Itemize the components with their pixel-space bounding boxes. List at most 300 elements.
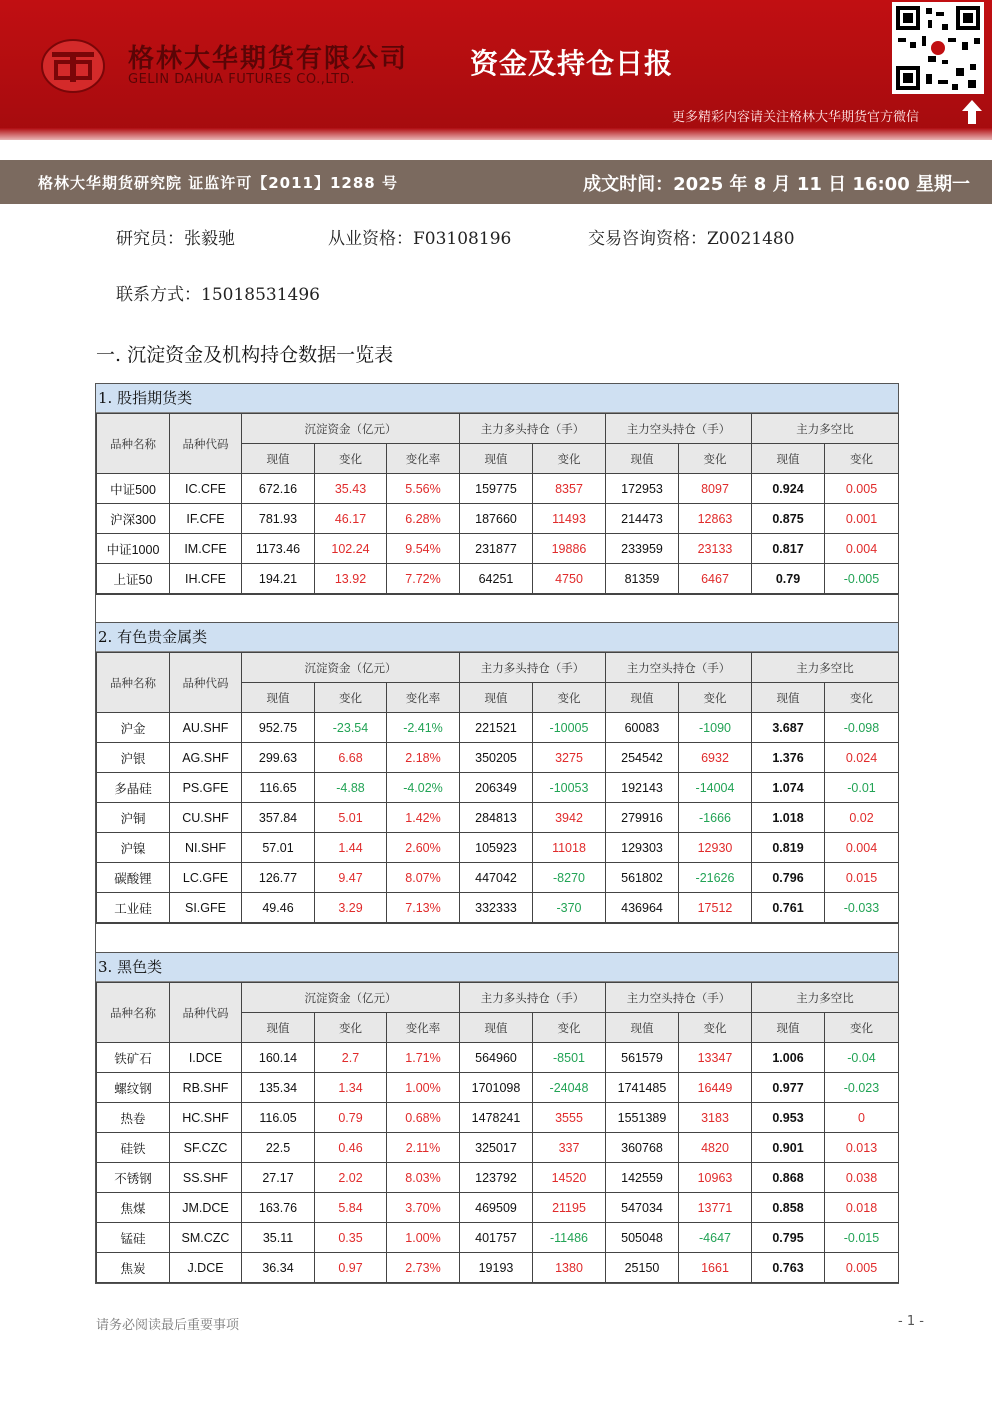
table-cell: 13771 bbox=[679, 1193, 752, 1223]
col-header-long: 主力多头持仓（手） bbox=[460, 653, 606, 683]
table-cell: 0.817 bbox=[752, 534, 825, 564]
table-cell: 沪镍 bbox=[97, 833, 170, 863]
table-cell: 123792 bbox=[460, 1163, 533, 1193]
table-cell: 0.977 bbox=[752, 1073, 825, 1103]
table-cell: 0.001 bbox=[825, 504, 899, 534]
table-cell: 325017 bbox=[460, 1133, 533, 1163]
table-cell: 561802 bbox=[606, 863, 679, 893]
table-cell: IH.CFE bbox=[170, 564, 242, 594]
table-cell: 469509 bbox=[460, 1193, 533, 1223]
data-table bbox=[96, 652, 899, 923]
contact-info: 联系方式：15018531496 bbox=[116, 285, 320, 305]
company-name-cn: 格林大华期货有限公司 bbox=[128, 44, 409, 74]
table-cell: 36.34 bbox=[242, 1253, 315, 1283]
data-table bbox=[96, 413, 899, 594]
table-row bbox=[97, 773, 899, 803]
table-cell: 17512 bbox=[679, 893, 752, 923]
table-row bbox=[97, 1193, 899, 1223]
table-cell: -4.88 bbox=[315, 773, 387, 803]
table-cell: AU.SHF bbox=[170, 713, 242, 743]
table-cell: 129303 bbox=[606, 833, 679, 863]
table-cell: 13347 bbox=[679, 1043, 752, 1073]
table-ferrous bbox=[95, 952, 899, 1284]
table-cell: -1666 bbox=[679, 803, 752, 833]
consult-qualification: 交易咨询资格：Z0021480 bbox=[588, 229, 795, 249]
table-cell: 564960 bbox=[460, 1043, 533, 1073]
table-cell: -0.015 bbox=[825, 1223, 899, 1253]
table-cell: -0.01 bbox=[825, 773, 899, 803]
col-subheader-current: 现值 bbox=[606, 683, 679, 713]
table-cell: 0.024 bbox=[825, 743, 899, 773]
table-cell: 4750 bbox=[533, 564, 606, 594]
col-subheader-current: 现值 bbox=[242, 444, 315, 474]
table-cell: 16449 bbox=[679, 1073, 752, 1103]
table-cell: 12863 bbox=[679, 504, 752, 534]
table-cell: 1.00% bbox=[387, 1223, 460, 1253]
col-subheader-current: 现值 bbox=[242, 683, 315, 713]
footer-disclaimer: 请务必阅读最后重要事项 bbox=[96, 1318, 240, 1333]
table-cell: 279916 bbox=[606, 803, 679, 833]
table-cell: 142559 bbox=[606, 1163, 679, 1193]
table-cell: 3.687 bbox=[752, 713, 825, 743]
table-cell: -21626 bbox=[679, 863, 752, 893]
header-shadow bbox=[0, 128, 992, 140]
table-cell: -24048 bbox=[533, 1073, 606, 1103]
table-row bbox=[97, 1103, 899, 1133]
table-cell: 7.13% bbox=[387, 893, 460, 923]
table-row bbox=[97, 743, 899, 773]
table-row bbox=[97, 564, 899, 594]
table-cell: 3942 bbox=[533, 803, 606, 833]
table-cell: IF.CFE bbox=[170, 504, 242, 534]
table-cell: 1661 bbox=[679, 1253, 752, 1283]
col-header-ratio: 主力多空比 bbox=[752, 983, 899, 1013]
table-cell: -8501 bbox=[533, 1043, 606, 1073]
col-subheader-current: 现值 bbox=[460, 683, 533, 713]
table-row bbox=[97, 474, 899, 504]
table-cell: 159775 bbox=[460, 474, 533, 504]
table-cell: -2.41% bbox=[387, 713, 460, 743]
col-header-name: 品种名称 bbox=[97, 983, 170, 1043]
table-cell: -0.098 bbox=[825, 713, 899, 743]
col-subheader-change: 变化 bbox=[533, 444, 606, 474]
table-cell: 1.71% bbox=[387, 1043, 460, 1073]
table-cell: 436964 bbox=[606, 893, 679, 923]
table-row bbox=[97, 833, 899, 863]
table-row bbox=[97, 1133, 899, 1163]
table-cell: 10963 bbox=[679, 1163, 752, 1193]
table-cell: 447042 bbox=[460, 863, 533, 893]
table-cell: 0.819 bbox=[752, 833, 825, 863]
table-cell: 2.02 bbox=[315, 1163, 387, 1193]
table-cell: 1551389 bbox=[606, 1103, 679, 1133]
table-cell: 焦炭 bbox=[97, 1253, 170, 1283]
col-subheader-rate: 变化率 bbox=[387, 683, 460, 713]
table-cell: 192143 bbox=[606, 773, 679, 803]
table-cell: 21195 bbox=[533, 1193, 606, 1223]
table-cell: 0.013 bbox=[825, 1133, 899, 1163]
table-cell: 547034 bbox=[606, 1193, 679, 1223]
table-cell: 沪银 bbox=[97, 743, 170, 773]
col-header-code: 品种代码 bbox=[170, 983, 242, 1043]
table-cell: 1701098 bbox=[460, 1073, 533, 1103]
spacer-row bbox=[96, 923, 898, 953]
table-cell: 952.75 bbox=[242, 713, 315, 743]
table-cell: 332333 bbox=[460, 893, 533, 923]
col-subheader-change: 变化 bbox=[679, 1013, 752, 1043]
table-cell: 5.56% bbox=[387, 474, 460, 504]
col-subheader-change: 变化 bbox=[825, 1013, 899, 1043]
table-cell: -8270 bbox=[533, 863, 606, 893]
col-header-code: 品种代码 bbox=[170, 414, 242, 474]
table-cell: 1173.46 bbox=[242, 534, 315, 564]
col-subheader-current: 现值 bbox=[752, 1013, 825, 1043]
table-cell: 19193 bbox=[460, 1253, 533, 1283]
table-cell: -10053 bbox=[533, 773, 606, 803]
col-header-ratio: 主力多空比 bbox=[752, 653, 899, 683]
table-cell: 6467 bbox=[679, 564, 752, 594]
table-row bbox=[97, 713, 899, 743]
company-logo-icon bbox=[40, 38, 106, 94]
table-cell: 0.868 bbox=[752, 1163, 825, 1193]
col-header-name: 品种名称 bbox=[97, 653, 170, 713]
table-cell: -0.005 bbox=[825, 564, 899, 594]
table-cell: 163.76 bbox=[242, 1193, 315, 1223]
table-cell: 231877 bbox=[460, 534, 533, 564]
table-cell: 221521 bbox=[460, 713, 533, 743]
section-title: 一. 沉淀资金及机构持仓数据一览表 bbox=[96, 344, 394, 366]
table-cell: 0.761 bbox=[752, 893, 825, 923]
table-cell: 11018 bbox=[533, 833, 606, 863]
category-title: 1. 股指期货类 bbox=[96, 384, 898, 413]
table-cell: 337 bbox=[533, 1133, 606, 1163]
table-cell: 沪金 bbox=[97, 713, 170, 743]
table-cell: 27.17 bbox=[242, 1163, 315, 1193]
table-cell: 3183 bbox=[679, 1103, 752, 1133]
table-cell: 2.18% bbox=[387, 743, 460, 773]
table-cell: 0 bbox=[825, 1103, 899, 1133]
col-subheader-current: 现值 bbox=[752, 444, 825, 474]
license-text: 格林大华期货研究院 证监许可【2011】1288 号 bbox=[38, 174, 398, 192]
col-subheader-rate: 变化率 bbox=[387, 1013, 460, 1043]
col-subheader-change: 变化 bbox=[533, 1013, 606, 1043]
table-cell: 1.44 bbox=[315, 833, 387, 863]
col-subheader-current: 现值 bbox=[606, 1013, 679, 1043]
table-cell: 0.924 bbox=[752, 474, 825, 504]
table-row bbox=[97, 1073, 899, 1103]
table-cell: 64251 bbox=[460, 564, 533, 594]
table-cell: -0.023 bbox=[825, 1073, 899, 1103]
table-cell: 135.34 bbox=[242, 1073, 315, 1103]
table-cell: 5.01 bbox=[315, 803, 387, 833]
table-cell: 1478241 bbox=[460, 1103, 533, 1133]
qr-code-icon bbox=[892, 2, 984, 94]
table-cell: 8.07% bbox=[387, 863, 460, 893]
col-subheader-change: 变化 bbox=[825, 444, 899, 474]
table-cell: 233959 bbox=[606, 534, 679, 564]
table-cell: 上证50 bbox=[97, 564, 170, 594]
table-cell: 4820 bbox=[679, 1133, 752, 1163]
table-cell: 多晶硅 bbox=[97, 773, 170, 803]
col-header-short: 主力空头持仓（手） bbox=[606, 414, 752, 444]
col-header-fund: 沉淀资金（亿元） bbox=[242, 983, 460, 1013]
table-cell: CU.SHF bbox=[170, 803, 242, 833]
table-cell: 0.46 bbox=[315, 1133, 387, 1163]
table-cell: 锰硅 bbox=[97, 1223, 170, 1253]
table-cell: 0.763 bbox=[752, 1253, 825, 1283]
data-table bbox=[96, 982, 899, 1283]
table-cell: -10005 bbox=[533, 713, 606, 743]
table-row bbox=[97, 1253, 899, 1283]
col-header-code: 品种代码 bbox=[170, 653, 242, 713]
table-cell: 沪深300 bbox=[97, 504, 170, 534]
table-cell: 254542 bbox=[606, 743, 679, 773]
table-cell: 360768 bbox=[606, 1133, 679, 1163]
table-cell: JM.DCE bbox=[170, 1193, 242, 1223]
table-cell: 0.79 bbox=[752, 564, 825, 594]
table-cell: 102.24 bbox=[315, 534, 387, 564]
header-row bbox=[97, 983, 899, 1013]
researcher-name: 研究员：张毅驰 bbox=[116, 229, 235, 249]
col-subheader-current: 现值 bbox=[242, 1013, 315, 1043]
col-subheader-current: 现值 bbox=[460, 1013, 533, 1043]
col-subheader-current: 现值 bbox=[752, 683, 825, 713]
table-cell: 81359 bbox=[606, 564, 679, 594]
table-cell: 8.03% bbox=[387, 1163, 460, 1193]
table-cell: LC.GFE bbox=[170, 863, 242, 893]
table-cell: 3.70% bbox=[387, 1193, 460, 1223]
table-cell: 2.7 bbox=[315, 1043, 387, 1073]
col-header-long: 主力多头持仓（手） bbox=[460, 414, 606, 444]
spacer-row bbox=[96, 594, 898, 624]
table-cell: 3275 bbox=[533, 743, 606, 773]
col-subheader-change: 变化 bbox=[533, 683, 606, 713]
table-row bbox=[97, 504, 899, 534]
table-cell: 19886 bbox=[533, 534, 606, 564]
table-cell: 1.42% bbox=[387, 803, 460, 833]
table-cell: -4.02% bbox=[387, 773, 460, 803]
table-cell: -1090 bbox=[679, 713, 752, 743]
table-cell: 23133 bbox=[679, 534, 752, 564]
table-cell: 热卷 bbox=[97, 1103, 170, 1133]
table-cell: 22.5 bbox=[242, 1133, 315, 1163]
table-cell: 0.02 bbox=[825, 803, 899, 833]
table-cell: 3555 bbox=[533, 1103, 606, 1133]
table-cell: 35.11 bbox=[242, 1223, 315, 1253]
table-cell: 铁矿石 bbox=[97, 1043, 170, 1073]
table-cell: SF.CZC bbox=[170, 1133, 242, 1163]
table-cell: 214473 bbox=[606, 504, 679, 534]
table-cell: 9.47 bbox=[315, 863, 387, 893]
table-cell: 6932 bbox=[679, 743, 752, 773]
col-header-fund: 沉淀资金（亿元） bbox=[242, 653, 460, 683]
table-cell: 6.28% bbox=[387, 504, 460, 534]
table-cell: 35.43 bbox=[315, 474, 387, 504]
table-cell: 284813 bbox=[460, 803, 533, 833]
header-row bbox=[97, 414, 899, 444]
table-cell: 0.875 bbox=[752, 504, 825, 534]
table-cell: 60083 bbox=[606, 713, 679, 743]
company-name-en: GELIN DAHUA FUTURES CO.,LTD. bbox=[128, 72, 355, 87]
col-subheader-change: 变化 bbox=[679, 444, 752, 474]
table-cell: 672.16 bbox=[242, 474, 315, 504]
table-row bbox=[97, 1043, 899, 1073]
table-cell: 0.005 bbox=[825, 474, 899, 504]
info-bar bbox=[0, 160, 992, 204]
col-subheader-change: 变化 bbox=[825, 683, 899, 713]
table-cell: 螺纹钢 bbox=[97, 1073, 170, 1103]
table-cell: 505048 bbox=[606, 1223, 679, 1253]
table-cell: 5.84 bbox=[315, 1193, 387, 1223]
table-cell: 8097 bbox=[679, 474, 752, 504]
table-cell: 116.65 bbox=[242, 773, 315, 803]
table-cell: 350205 bbox=[460, 743, 533, 773]
table-row bbox=[97, 863, 899, 893]
header-row bbox=[97, 653, 899, 683]
col-subheader-current: 现值 bbox=[606, 444, 679, 474]
table-cell: 9.54% bbox=[387, 534, 460, 564]
category-title: 2. 有色贵金属类 bbox=[96, 623, 898, 652]
col-subheader-rate: 变化率 bbox=[387, 444, 460, 474]
table-stock-index bbox=[95, 383, 899, 625]
table-cell: 14520 bbox=[533, 1163, 606, 1193]
table-cell: 1741485 bbox=[606, 1073, 679, 1103]
table-cell: 0.901 bbox=[752, 1133, 825, 1163]
table-cell: 13.92 bbox=[315, 564, 387, 594]
table-cell: 206349 bbox=[460, 773, 533, 803]
table-cell: 187660 bbox=[460, 504, 533, 534]
table-cell: 299.63 bbox=[242, 743, 315, 773]
table-cell: 1380 bbox=[533, 1253, 606, 1283]
table-cell: SS.SHF bbox=[170, 1163, 242, 1193]
table-cell: 49.46 bbox=[242, 893, 315, 923]
table-cell: 2.73% bbox=[387, 1253, 460, 1283]
table-cell: IC.CFE bbox=[170, 474, 242, 504]
table-cell: 194.21 bbox=[242, 564, 315, 594]
table-row bbox=[97, 534, 899, 564]
table-cell: 0.97 bbox=[315, 1253, 387, 1283]
category-title: 3. 黑色类 bbox=[96, 953, 898, 982]
col-subheader-current: 现值 bbox=[460, 444, 533, 474]
col-header-short: 主力空头持仓（手） bbox=[606, 653, 752, 683]
table-cell: -11486 bbox=[533, 1223, 606, 1253]
table-cell: 2.11% bbox=[387, 1133, 460, 1163]
col-header-short: 主力空头持仓（手） bbox=[606, 983, 752, 1013]
table-cell: 1.00% bbox=[387, 1073, 460, 1103]
follow-wechat-text: 更多精彩内容请关注格林大华期货官方微信 bbox=[672, 110, 920, 125]
table-cell: SI.GFE bbox=[170, 893, 242, 923]
table-cell: 0.795 bbox=[752, 1223, 825, 1253]
table-cell: -0.04 bbox=[825, 1043, 899, 1073]
col-header-fund: 沉淀资金（亿元） bbox=[242, 414, 460, 444]
table-cell: 0.68% bbox=[387, 1103, 460, 1133]
table-cell: -23.54 bbox=[315, 713, 387, 743]
arrow-up-icon bbox=[962, 100, 982, 124]
table-cell: 1.376 bbox=[752, 743, 825, 773]
table-cell: J.DCE bbox=[170, 1253, 242, 1283]
table-cell: 2.60% bbox=[387, 833, 460, 863]
table-metals bbox=[95, 622, 899, 954]
table-cell: 0.858 bbox=[752, 1193, 825, 1223]
table-cell: 0.038 bbox=[825, 1163, 899, 1193]
table-cell: 781.93 bbox=[242, 504, 315, 534]
table-cell: RB.SHF bbox=[170, 1073, 242, 1103]
table-cell: -4647 bbox=[679, 1223, 752, 1253]
table-cell: 7.72% bbox=[387, 564, 460, 594]
table-cell: 116.05 bbox=[242, 1103, 315, 1133]
qualification-number: 从业资格：F03108196 bbox=[328, 229, 512, 249]
table-cell: 0.953 bbox=[752, 1103, 825, 1133]
table-cell: 6.68 bbox=[315, 743, 387, 773]
table-cell: 0.015 bbox=[825, 863, 899, 893]
table-cell: 中证1000 bbox=[97, 534, 170, 564]
table-cell: 160.14 bbox=[242, 1043, 315, 1073]
table-cell: I.DCE bbox=[170, 1043, 242, 1073]
col-subheader-change: 变化 bbox=[315, 444, 387, 474]
table-cell: 1.34 bbox=[315, 1073, 387, 1103]
page-number: - 1 - bbox=[898, 1314, 924, 1329]
table-cell: 8357 bbox=[533, 474, 606, 504]
table-cell: 105923 bbox=[460, 833, 533, 863]
table-cell: SM.CZC bbox=[170, 1223, 242, 1253]
table-cell: 12930 bbox=[679, 833, 752, 863]
table-cell: 561579 bbox=[606, 1043, 679, 1073]
table-cell: 1.018 bbox=[752, 803, 825, 833]
table-cell: 0.35 bbox=[315, 1223, 387, 1253]
table-cell: 126.77 bbox=[242, 863, 315, 893]
table-cell: 0.004 bbox=[825, 833, 899, 863]
col-header-ratio: 主力多空比 bbox=[752, 414, 899, 444]
table-cell: 25150 bbox=[606, 1253, 679, 1283]
col-subheader-change: 变化 bbox=[315, 683, 387, 713]
table-row bbox=[97, 803, 899, 833]
table-cell: 硅铁 bbox=[97, 1133, 170, 1163]
table-cell: -14004 bbox=[679, 773, 752, 803]
table-cell: 工业硅 bbox=[97, 893, 170, 923]
table-cell: 0.005 bbox=[825, 1253, 899, 1283]
table-cell: 3.29 bbox=[315, 893, 387, 923]
table-cell: 0.004 bbox=[825, 534, 899, 564]
table-cell: 0.79 bbox=[315, 1103, 387, 1133]
table-cell: NI.SHF bbox=[170, 833, 242, 863]
table-cell: -0.033 bbox=[825, 893, 899, 923]
report-title: 资金及持仓日报 bbox=[470, 47, 674, 80]
col-subheader-change: 变化 bbox=[679, 683, 752, 713]
table-cell: IM.CFE bbox=[170, 534, 242, 564]
col-header-name: 品种名称 bbox=[97, 414, 170, 474]
table-cell: 0.796 bbox=[752, 863, 825, 893]
table-row bbox=[97, 893, 899, 923]
col-header-long: 主力多头持仓（手） bbox=[460, 983, 606, 1013]
table-cell: 57.01 bbox=[242, 833, 315, 863]
table-cell: 沪铜 bbox=[97, 803, 170, 833]
table-cell: 0.018 bbox=[825, 1193, 899, 1223]
col-subheader-change: 变化 bbox=[315, 1013, 387, 1043]
table-cell: 11493 bbox=[533, 504, 606, 534]
report-header bbox=[0, 0, 992, 140]
table-cell: 357.84 bbox=[242, 803, 315, 833]
table-cell: 1.074 bbox=[752, 773, 825, 803]
report-time: 成文时间：2025 年 8 月 11 日 16:00 星期一 bbox=[583, 174, 970, 195]
table-row bbox=[97, 1223, 899, 1253]
table-cell: 碳酸锂 bbox=[97, 863, 170, 893]
table-cell: 中证500 bbox=[97, 474, 170, 504]
table-cell: 焦煤 bbox=[97, 1193, 170, 1223]
table-cell: HC.SHF bbox=[170, 1103, 242, 1133]
table-cell: 1.006 bbox=[752, 1043, 825, 1073]
table-cell: AG.SHF bbox=[170, 743, 242, 773]
table-cell: -370 bbox=[533, 893, 606, 923]
